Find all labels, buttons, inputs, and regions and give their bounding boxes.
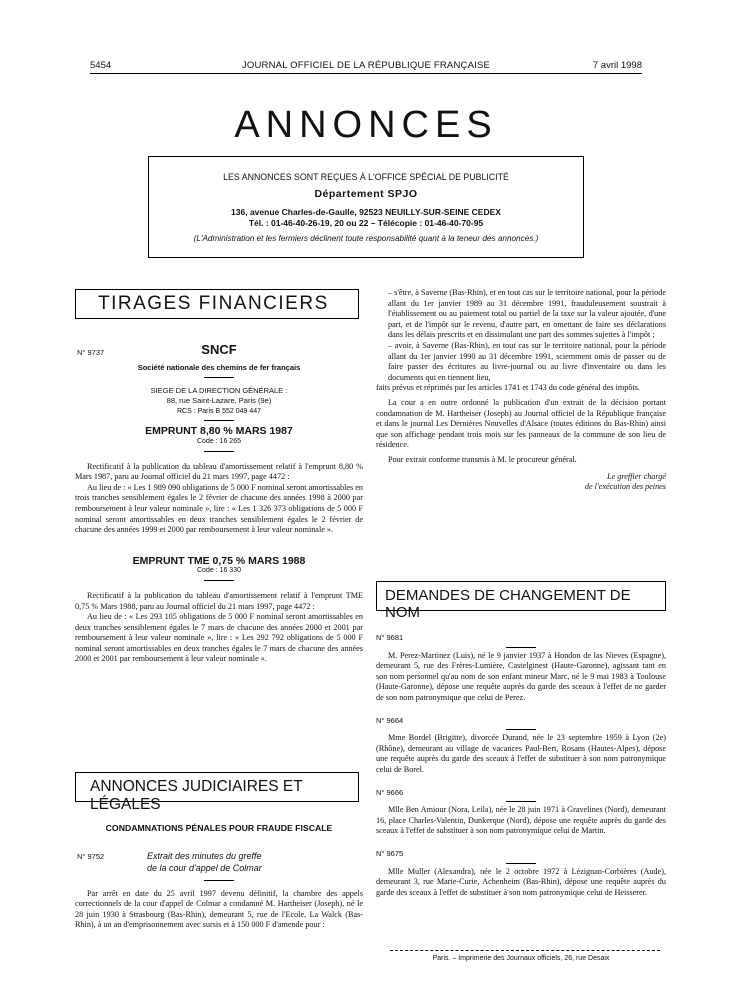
divider (204, 451, 234, 452)
extract-line-1: Extrait des minutes du greffe (147, 850, 262, 861)
info-disclaimer: (L'Administration et les fermiers déclinent toute responsabilité quant à la teneur des annonces.) (193, 234, 539, 244)
signature-line-2: de l'exécution des peines (584, 482, 666, 492)
left-column-judic (75, 823, 363, 931)
info-phone: Tél. : 01-46-40-26-19, 20 ou 22 – Télécopie : 01-46-40-70-95 (248, 217, 484, 228)
judic-para: Par arrêt en date du 25 avril 1997 devenu définitif, la chambre des appels correctionnels de la cour d'appel de Colmar a condamné M. Hartheiser (Joseph), né le 28 juin 1930 à Strasbourg (Bas-Rhin), demeurant 5, rue de l'Ecole, La Walck (Bas-Rhin), à un an d'emprisonnement avec sursis et à 150 000 F d'amende pour : (75, 888, 363, 930)
divider (506, 863, 536, 864)
loan-2-code: Code : 16 330 (197, 567, 241, 575)
loan-1-code: Code : 16 265 (197, 437, 241, 445)
siege-heading: SIEGE DE LA DIRECTION GÉNÉRALE : (150, 385, 288, 395)
info-box (148, 156, 584, 258)
loan-1-para-2: Au lieu de : « Les 1 989 090 obligations de 5 000 F nominal seront amortissables en trois tranches sensiblement égales le 2 février de chacune des années 1998 à 2000 par remboursement à leur valeur nominale », lire : « Les 1 326 373 obligations de 5 000 F nominal seront amortissables en deux tranches sensiblement égales le 2 février de chacune des années 1999 et 2000 par remboursement à leur valeur nominale ». (75, 482, 363, 535)
publication-order: La cour a en outre ordonné la publication d'un extrait de la décision portant condamnation de M. Hartheiser (Joseph) au Journal officiel de la République française et dans le journal Les Dernières Nouvelles d'Alsace (toutes éditions du Bas-Rhin) ainsi que son affichage pendant trois mois sur les panneaux de la commune de son lieu de résidence. (376, 397, 666, 450)
charge-articles: faits prévus et réprimés par les articles 1741 et 1743 du code général des impôts. (376, 383, 640, 393)
section-title: TIRAGES FINANCIERS (98, 293, 329, 314)
right-column-names (376, 633, 666, 898)
notice-text: Mme Bordel (Brigitte), divorcée Durand, née le 23 septembre 1959 à Lyon (2e) (Rhône), demeurant au village de vacances Paul-Bert, Rosans (Hautes-Alpes), dépose une requête auprès du garde des sceaux à l'effet de substituer à son nom patronymique celui de Borel. (376, 733, 666, 774)
divider (204, 880, 234, 881)
charge-2: – avoir, à Saverne (Bas-Rhin), en tout cas sur le territoire national, pour la période allant du 1er janvier 1990 au 31 décembre 1991, sciemment omis de passer ou de faire passer des écritures au livre-journal ou au livre d'inventaire ou dans les documents qui en tiennent lieu, (388, 340, 666, 382)
section-judiciaires (75, 772, 359, 813)
notice-number: N° 9681 (376, 633, 404, 642)
loan-1-title: EMPRUNT 8,80 % MARS 1987 (145, 425, 293, 438)
loan-2-title: EMPRUNT TME 0,75 % MARS 1988 (132, 554, 306, 567)
extract-conform: Pour extrait conforme transmis à M. le procureur général. (388, 454, 577, 464)
signature-line-1: Le greffier chargé (607, 471, 666, 481)
divider (506, 647, 536, 648)
divider (506, 801, 536, 802)
extract-line-2: de la cour d'appel de Colmar (147, 862, 262, 873)
notice-text: Mlle Ben Amiour (Nora, Leila), née le 28 juin 1971 à Gravelines (Nord), demeurant 16, place Charles-Valentin, Dunkerque (Nord), dépose une requête auprès du garde des sceaux à l'effet de substituer à son nom patronymique celui de Martin. (376, 805, 666, 836)
right-column (376, 288, 666, 493)
section-title: ANNONCES JUDICIAIRES ET LÉGALES (90, 778, 303, 813)
notice-number: N° 9666 (376, 787, 404, 797)
charge-1: – s'être, à Saverne (Bas-Rhin), et en tout cas sur le territoire national, pour la période allant du 1er janvier 1989 au 31 décembre 1991, frauduleusement soustrait à l'établissement ou au paiement total ou partiel de la taxe sur la valeur ajoutée, d'une part, et de l'impôt sur le revenu, d'autre part, en omettant de faire ses déclarations dans les délais prescrits et en dissimulant une part des sommes sujettes à l'impôt ; (388, 288, 666, 340)
divider (204, 420, 234, 421)
divider (204, 580, 234, 581)
siege-address: 88, rue Saint-Lazare, Paris (9e) (166, 396, 272, 406)
info-line-1: LES ANNONCES SONT REÇUES À L'OFFICE SPÉCIAL DE PUBLICITÉ (223, 172, 509, 182)
notice-text: M. Perez-Martinez (Luis), né le 9 janvier 1937 à Hondon de las Nieves (Espagne), demeurant 5, rue des Frères-Lumière, Castelginest (Haute-Garonne), agissant tant en son nom personnel qu'au nom de son enfant mineur Marc, né le 9 mai 1983 à Toulouse (Haute-Garonne), dépose une requête auprès du garde des sceaux à l'effet de ne garder de son nom patronymique que celui de Perez. (376, 650, 666, 702)
header-rule (90, 73, 642, 74)
loan-2-para-1: Rectificatif à la publication du tableau d'amortissement relatif à l'emprunt TME 0,75 % Mars 1988, paru au Journal officiel du 21 mars 1997, page 4472 : (75, 590, 363, 611)
org-full-name: Société nationale des chemins de fer français (137, 363, 301, 372)
footer-printer: Paris. – Imprimerie des Journaux officiels, 26, rue Desaix (432, 955, 610, 962)
notice-number: N° 9737 (77, 348, 105, 357)
org-name: SNCF (201, 342, 237, 357)
issue-date: 7 avril 1998 (592, 60, 642, 71)
divider (204, 377, 234, 378)
judic-subtitle: CONDAMNATIONS PÉNALES POUR FRAUDE FISCALE (105, 823, 333, 833)
journal-name: JOURNAL OFFICIEL DE LA RÉPUBLIQUE FRANÇAISE (241, 60, 491, 71)
info-department: Département SPJO (314, 187, 418, 200)
notice-text: Mlle Muller (Alexandra), née le 2 octobre 1972 à Lézignan-Corbières (Aude), demeurant 3, rue Marie-Curie, Achenheim (Bas-Rhin), dépose une requête auprès du garde des sceaux à l'effet de substituer à son nom patronymique celui de Heisserer. (376, 866, 666, 897)
divider (506, 729, 536, 730)
notice-number: N° 9675 (376, 848, 404, 858)
footer-rule (390, 950, 660, 951)
loan-2-para-2: Au lieu de : « Les 293 105 obligations de 5 000 F nominal seront amortissables en deux tranches sensiblement égales le 7 mars de chacune des années 2000 et 2001 par remboursement à leur valeur nominale », lire : « Les 292 792 obligations de 5 000 F nominal seront amortissables en deux tranches égales le 7 mars de chacune des années 2000 et 2001 par remboursement à leur valeur nominale ». (75, 612, 363, 664)
notice-number: N° 9664 (376, 715, 404, 725)
rcs: RCS : Paris B 552 049 447 (176, 407, 262, 415)
page-number: 5454 (90, 60, 112, 71)
loan-1-para-1: Rectificatif à la publication du tableau d'amortissement relatif à l'emprunt 8,80 % Mars 1987, paru au Journal officiel du 21 mars 1997, page 4472 : (75, 461, 363, 482)
section-changement-nom (376, 581, 666, 621)
info-address: 136, avenue Charles-de-Gaulle, 92523 NEUILLY-SUR-SEINE CEDEX (231, 207, 501, 218)
notice-number: N° 9752 (77, 851, 105, 861)
left-column (75, 342, 363, 665)
page-title: ANNONCES (234, 104, 498, 146)
section-title: DEMANDES DE CHANGEMENT DE NOM (385, 587, 631, 621)
section-tirages (75, 289, 359, 319)
